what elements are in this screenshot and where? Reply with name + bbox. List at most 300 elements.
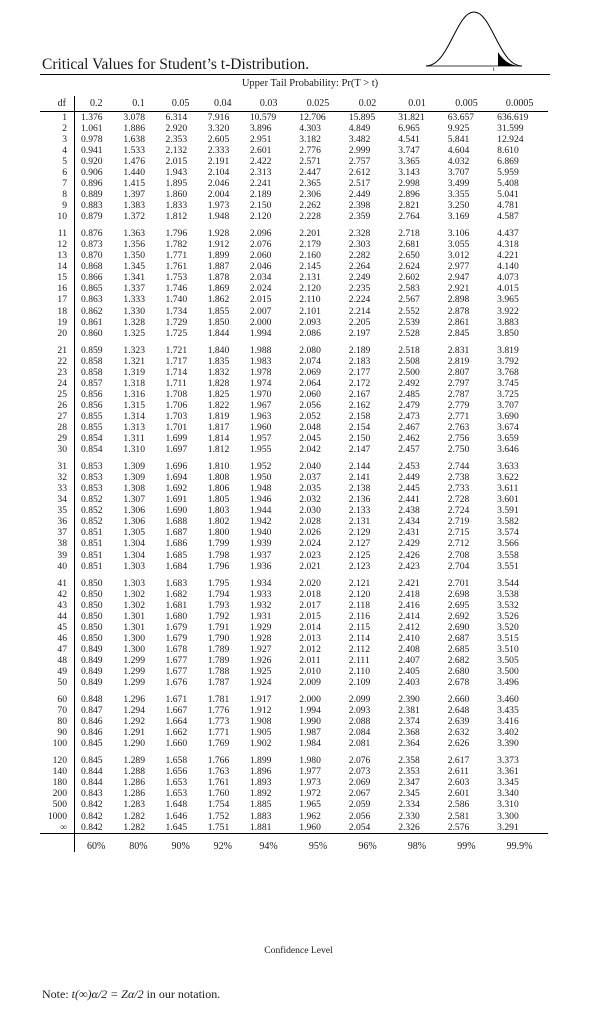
value-cell: 1.939 bbox=[249, 538, 272, 550]
value-cell: 3.896 bbox=[249, 122, 272, 134]
value-cell: 2.011 bbox=[299, 654, 321, 666]
value-cell: 2.129 bbox=[348, 527, 371, 539]
value-cell: 3.611 bbox=[497, 483, 519, 495]
footnote bbox=[42, 987, 220, 1002]
value-cell: 1.753 bbox=[165, 272, 188, 284]
value-cell: 1.817 bbox=[207, 421, 230, 433]
value-cell: 0.844 bbox=[81, 777, 103, 789]
value-cell: 1.791 bbox=[207, 621, 230, 633]
value-cell: 2.449 bbox=[398, 472, 420, 484]
value-cell: 2.632 bbox=[447, 727, 470, 739]
value-cell: 3.143 bbox=[398, 166, 420, 178]
table-body bbox=[40, 112, 548, 834]
value-cell: 2.145 bbox=[299, 261, 321, 273]
df-cell: 40 bbox=[40, 561, 75, 572]
value-cell: 1.957 bbox=[249, 433, 272, 445]
value-cell: 2.680 bbox=[447, 665, 470, 677]
value-cell: 2.612 bbox=[348, 166, 371, 178]
value-cell: 2.120 bbox=[299, 283, 321, 295]
value-cell: 0.851 bbox=[81, 560, 103, 572]
value-cell: 2.453 bbox=[398, 461, 420, 473]
value-cell: 2.059 bbox=[348, 799, 371, 811]
value-cell: 2.421 bbox=[398, 577, 420, 589]
value-cell: 2.121 bbox=[348, 577, 371, 589]
value-cell: 3.601 bbox=[497, 494, 519, 506]
value-cell: 2.426 bbox=[398, 549, 420, 561]
value-cell: 2.718 bbox=[398, 228, 420, 240]
value-cell: 0.851 bbox=[81, 538, 103, 550]
df-cell: 7 bbox=[40, 178, 75, 189]
value-cell: 1.299 bbox=[123, 665, 145, 677]
value-cell: 3.482 bbox=[348, 133, 371, 145]
value-cell: 2.088 bbox=[348, 716, 371, 728]
confidence-cell: 95% bbox=[293, 833, 342, 852]
value-cell: 1.899 bbox=[207, 250, 230, 262]
note-formula: t(∞)α/2 = Zα/2 bbox=[71, 987, 144, 1001]
value-cell: 0.850 bbox=[81, 621, 103, 633]
value-cell: 3.320 bbox=[207, 122, 230, 134]
value-cell: 1.963 bbox=[249, 410, 272, 422]
confidence-cell: 96% bbox=[343, 833, 392, 852]
value-cell: 2.518 bbox=[398, 344, 420, 356]
value-cell: 1.701 bbox=[165, 421, 188, 433]
value-cell: 4.587 bbox=[497, 211, 519, 223]
value-cell: 2.023 bbox=[299, 549, 321, 561]
df-cell: 32 bbox=[40, 472, 75, 483]
value-cell: 5.841 bbox=[447, 133, 470, 145]
value-cell: 2.131 bbox=[348, 516, 371, 528]
table-row bbox=[40, 578, 548, 589]
value-cell: 2.660 bbox=[447, 694, 470, 706]
value-cell: 2.056 bbox=[299, 399, 321, 411]
value-cell: 1.703 bbox=[165, 410, 188, 422]
value-cell: 1.300 bbox=[123, 643, 145, 655]
table-row bbox=[40, 251, 548, 262]
prob-header: 0.1 bbox=[117, 96, 159, 112]
df-cell: 90 bbox=[40, 727, 75, 738]
value-cell: 2.898 bbox=[447, 294, 470, 306]
value-cell: 3.792 bbox=[497, 355, 519, 367]
value-cell: 1.973 bbox=[299, 777, 321, 789]
table-row bbox=[40, 767, 548, 778]
df-cell: 80 bbox=[40, 716, 75, 727]
value-cell: 1.933 bbox=[249, 588, 272, 600]
value-cell: 2.418 bbox=[398, 588, 420, 600]
prob-header: 0.0005 bbox=[491, 96, 548, 112]
value-cell: 2.583 bbox=[398, 283, 420, 295]
value-cell: 2.364 bbox=[398, 738, 420, 750]
value-cell: 5.959 bbox=[497, 166, 519, 178]
value-cell: 1.812 bbox=[207, 444, 230, 456]
value-cell: 2.037 bbox=[299, 472, 321, 484]
value-cell: 2.999 bbox=[348, 144, 371, 156]
value-cell: 1.684 bbox=[165, 560, 188, 572]
value-cell: 1.294 bbox=[123, 705, 145, 717]
value-cell: 3.532 bbox=[497, 599, 519, 611]
value-cell: 1.372 bbox=[123, 211, 145, 223]
value-cell: 2.359 bbox=[348, 211, 371, 223]
value-cell: 3.055 bbox=[447, 239, 470, 251]
value-cell: 0.879 bbox=[81, 211, 103, 223]
value-cell: 9.925 bbox=[447, 122, 470, 134]
value-cell: 1.787 bbox=[207, 677, 230, 689]
value-cell: 3.745 bbox=[497, 377, 519, 389]
value-cell: 0.848 bbox=[81, 694, 103, 706]
value-cell: 0.850 bbox=[81, 610, 103, 622]
confidence-spacer bbox=[40, 833, 75, 852]
value-cell: 2.353 bbox=[165, 133, 188, 145]
value-cell: 2.162 bbox=[348, 399, 371, 411]
table-row bbox=[40, 134, 548, 145]
value-cell: 2.719 bbox=[447, 516, 470, 528]
value-cell: 2.131 bbox=[299, 272, 321, 284]
value-cell: 1.296 bbox=[123, 694, 145, 706]
value-cell: 3.725 bbox=[497, 388, 519, 400]
value-cell: 2.445 bbox=[398, 483, 420, 495]
value-cell: 3.747 bbox=[398, 144, 420, 156]
value-cell: 2.007 bbox=[249, 305, 272, 317]
table-row bbox=[40, 367, 548, 378]
table-row bbox=[40, 211, 548, 222]
value-cell: 4.073 bbox=[497, 272, 519, 284]
df-cell: 6 bbox=[40, 167, 75, 178]
value-cell: 2.048 bbox=[299, 421, 321, 433]
df-cell: 1000 bbox=[40, 811, 75, 822]
value-cell: 3.291 bbox=[497, 821, 519, 833]
value-cell: 3.300 bbox=[497, 810, 519, 822]
value-cell: 2.127 bbox=[348, 538, 371, 550]
value-cell: 3.182 bbox=[299, 133, 321, 145]
value-cell: 1.289 bbox=[123, 755, 145, 767]
value-cell: 2.821 bbox=[398, 200, 420, 212]
table-row bbox=[40, 694, 548, 705]
value-cell: 1.310 bbox=[123, 444, 145, 456]
value-cell: 2.685 bbox=[447, 643, 470, 655]
value-cell: 2.692 bbox=[447, 610, 470, 622]
df-cell: 200 bbox=[40, 789, 75, 800]
value-cell: 2.125 bbox=[348, 549, 371, 561]
value-cell: 2.738 bbox=[447, 472, 470, 484]
value-cell: 2.492 bbox=[398, 377, 420, 389]
value-cell: 4.032 bbox=[447, 155, 470, 167]
value-cell: 1.679 bbox=[165, 632, 188, 644]
value-cell: 12.706 bbox=[299, 111, 326, 123]
value-cell: 1.869 bbox=[207, 283, 230, 295]
value-cell: 2.601 bbox=[447, 788, 470, 800]
value-cell: 2.920 bbox=[165, 122, 188, 134]
value-cell: 1.314 bbox=[123, 410, 145, 422]
value-cell: 2.449 bbox=[348, 189, 371, 201]
value-cell: 3.500 bbox=[497, 665, 519, 677]
df-cell: 38 bbox=[40, 539, 75, 550]
df-cell: 2 bbox=[40, 123, 75, 134]
value-cell: 1.899 bbox=[249, 755, 272, 767]
table-row bbox=[40, 495, 548, 506]
value-cell: 2.423 bbox=[398, 560, 420, 572]
value-cell: 2.116 bbox=[348, 610, 370, 622]
value-cell: 2.358 bbox=[398, 755, 420, 767]
value-cell: 0.896 bbox=[81, 178, 103, 189]
df-cell: 1 bbox=[40, 112, 75, 124]
value-cell: 1.855 bbox=[207, 305, 230, 317]
value-cell: 2.191 bbox=[207, 155, 230, 167]
value-cell: 1.660 bbox=[165, 738, 188, 750]
value-cell: 1.308 bbox=[123, 483, 145, 495]
value-cell: 3.355 bbox=[447, 189, 470, 201]
value-cell: 1.766 bbox=[207, 755, 230, 767]
value-cell: 0.846 bbox=[81, 727, 103, 739]
value-cell: 1.782 bbox=[165, 239, 188, 251]
value-cell: 2.197 bbox=[348, 327, 371, 339]
value-cell: 2.150 bbox=[348, 433, 371, 445]
df-cell: 37 bbox=[40, 528, 75, 539]
note-suffix: in our notation. bbox=[146, 987, 221, 1001]
df-cell: 120 bbox=[40, 756, 75, 767]
value-cell: 1.796 bbox=[165, 228, 188, 240]
value-cell: 0.978 bbox=[81, 133, 103, 145]
table-row bbox=[40, 666, 548, 677]
table-row bbox=[40, 378, 548, 389]
value-cell: 2.110 bbox=[299, 294, 321, 306]
value-cell: 1.309 bbox=[123, 472, 145, 484]
value-cell: 2.690 bbox=[447, 621, 470, 633]
table-row bbox=[40, 622, 548, 633]
value-cell: 2.109 bbox=[348, 677, 371, 689]
value-cell: 1.694 bbox=[165, 472, 188, 484]
value-cell: 2.313 bbox=[249, 166, 272, 178]
value-cell: 1.685 bbox=[165, 549, 188, 561]
value-cell: 1.345 bbox=[123, 261, 145, 273]
value-cell: 1.721 bbox=[165, 344, 188, 356]
value-cell: 2.032 bbox=[299, 494, 321, 506]
page-title: Critical Values for Student’s t-Distribution. bbox=[42, 56, 310, 73]
df-cell: 100 bbox=[40, 739, 75, 750]
value-cell: 2.576 bbox=[447, 821, 470, 833]
value-cell: 3.922 bbox=[497, 305, 519, 317]
value-cell: 2.214 bbox=[348, 305, 371, 317]
value-cell: 2.807 bbox=[447, 366, 470, 378]
value-cell: 1.681 bbox=[165, 599, 188, 611]
value-cell: 2.353 bbox=[398, 766, 420, 778]
value-cell: 1.962 bbox=[299, 810, 321, 822]
value-cell: 1.683 bbox=[165, 577, 188, 589]
value-cell: 2.617 bbox=[447, 755, 470, 767]
value-cell: 3.496 bbox=[497, 677, 519, 689]
value-cell: 1.987 bbox=[299, 727, 321, 739]
value-cell: 4.849 bbox=[348, 122, 371, 134]
value-cell: 1.302 bbox=[123, 599, 145, 611]
value-cell: 2.262 bbox=[299, 200, 321, 212]
value-cell: 1.794 bbox=[207, 588, 230, 600]
value-cell: 1.708 bbox=[165, 388, 188, 400]
prob-header: 0.01 bbox=[392, 96, 441, 112]
value-cell: 3.659 bbox=[497, 433, 519, 445]
value-cell: 1.773 bbox=[207, 716, 230, 728]
value-cell: 4.303 bbox=[299, 122, 321, 134]
df-cell: 26 bbox=[40, 400, 75, 411]
table-row bbox=[40, 156, 548, 167]
value-cell: 2.508 bbox=[398, 355, 420, 367]
value-cell: 3.850 bbox=[497, 327, 519, 339]
value-cell: 2.438 bbox=[398, 505, 420, 517]
value-cell: 2.141 bbox=[348, 472, 371, 484]
value-cell: 2.099 bbox=[348, 694, 371, 706]
value-cell: 2.878 bbox=[447, 305, 470, 317]
df-cell: 140 bbox=[40, 767, 75, 778]
table-row bbox=[40, 472, 548, 483]
confidence-cell: 94% bbox=[244, 833, 293, 852]
table-row bbox=[40, 611, 548, 622]
value-cell: 1.304 bbox=[123, 538, 145, 550]
value-cell: 1.706 bbox=[165, 399, 188, 411]
value-cell: 2.715 bbox=[447, 527, 470, 539]
table-row bbox=[40, 778, 548, 789]
value-cell: 2.084 bbox=[348, 727, 371, 739]
critical-values-table bbox=[40, 96, 548, 852]
value-cell: 2.381 bbox=[398, 705, 420, 717]
value-cell: 4.015 bbox=[497, 283, 519, 295]
value-cell: 3.078 bbox=[123, 111, 145, 123]
value-cell: 3.883 bbox=[497, 316, 519, 328]
value-cell: 1.912 bbox=[207, 239, 230, 251]
value-cell: 1.341 bbox=[123, 272, 145, 284]
value-cell: 2.333 bbox=[207, 144, 230, 156]
value-cell: 2.177 bbox=[348, 366, 371, 378]
value-cell: 10.579 bbox=[249, 111, 277, 123]
value-cell: 2.757 bbox=[348, 155, 371, 167]
value-cell: 2.416 bbox=[398, 599, 420, 611]
value-cell: 3.566 bbox=[497, 538, 519, 550]
value-cell: 2.414 bbox=[398, 610, 420, 622]
value-cell: 1.808 bbox=[207, 472, 230, 484]
table-row bbox=[40, 284, 548, 295]
value-cell: 1.944 bbox=[249, 505, 272, 517]
value-cell: 0.873 bbox=[81, 239, 103, 251]
value-cell: 2.698 bbox=[447, 588, 470, 600]
value-cell: 3.365 bbox=[398, 155, 420, 167]
value-cell: 1.658 bbox=[165, 755, 188, 767]
value-cell: 2.138 bbox=[348, 483, 371, 495]
value-cell: 4.781 bbox=[497, 200, 519, 212]
value-cell: 2.398 bbox=[348, 200, 371, 212]
confidence-cell: 80% bbox=[117, 833, 159, 852]
value-cell: 3.591 bbox=[497, 505, 519, 517]
df-cell: 44 bbox=[40, 611, 75, 622]
value-cell: 4.318 bbox=[497, 239, 519, 251]
value-cell: 1.283 bbox=[123, 799, 145, 811]
value-cell: 1.319 bbox=[123, 366, 145, 378]
value-cell: 1.800 bbox=[207, 527, 230, 539]
value-cell: 0.860 bbox=[81, 327, 103, 339]
value-cell: 1.303 bbox=[123, 577, 145, 589]
value-cell: 1.646 bbox=[165, 810, 188, 822]
value-cell: 1.682 bbox=[165, 588, 188, 600]
value-cell: 1.806 bbox=[207, 483, 230, 495]
value-cell: 3.819 bbox=[497, 344, 519, 356]
value-cell: 2.015 bbox=[299, 610, 321, 622]
upper-tail-label: Upper Tail Probability: Pr(T > t) bbox=[241, 78, 379, 89]
confidence-cell: 99% bbox=[442, 833, 491, 852]
df-cell: 11 bbox=[40, 228, 75, 239]
value-cell: 1.983 bbox=[249, 355, 272, 367]
value-cell: 2.241 bbox=[249, 178, 272, 189]
value-cell: 1.928 bbox=[207, 228, 230, 240]
value-cell: 3.622 bbox=[497, 472, 519, 484]
value-cell: 2.024 bbox=[299, 538, 321, 550]
value-cell: 3.690 bbox=[497, 410, 519, 422]
value-cell: 1.771 bbox=[207, 727, 230, 739]
value-cell: 2.845 bbox=[447, 327, 470, 339]
value-cell: 1.313 bbox=[123, 421, 145, 433]
value-cell: 1.678 bbox=[165, 643, 188, 655]
value-cell: 2.405 bbox=[398, 665, 420, 677]
df-cell: 48 bbox=[40, 655, 75, 666]
value-cell: 1.363 bbox=[123, 228, 145, 240]
value-cell: 0.844 bbox=[81, 766, 103, 778]
table-row bbox=[40, 145, 548, 156]
value-cell: 3.707 bbox=[497, 399, 519, 411]
prob-header: 0.005 bbox=[442, 96, 491, 112]
value-cell: 1.761 bbox=[207, 777, 230, 789]
value-cell: 1.315 bbox=[123, 399, 145, 411]
value-cell: 2.056 bbox=[348, 810, 371, 822]
value-cell: 1.822 bbox=[207, 399, 230, 411]
df-cell: 21 bbox=[40, 345, 75, 356]
value-cell: 636.619 bbox=[497, 111, 529, 123]
value-cell: 1.676 bbox=[165, 677, 188, 689]
value-cell: 2.407 bbox=[398, 654, 420, 666]
value-cell: 1.978 bbox=[249, 366, 272, 378]
value-cell: 0.845 bbox=[81, 755, 103, 767]
value-cell: 2.624 bbox=[398, 261, 420, 273]
value-cell: 1.792 bbox=[207, 610, 230, 622]
value-cell: 1.860 bbox=[165, 189, 188, 201]
value-cell: 2.977 bbox=[447, 261, 470, 273]
value-cell: 2.648 bbox=[447, 705, 470, 717]
prob-header: 0.05 bbox=[160, 96, 202, 112]
value-cell: 2.776 bbox=[299, 144, 321, 156]
value-cell: 1.638 bbox=[123, 133, 145, 145]
value-cell: 1.325 bbox=[123, 327, 145, 339]
value-cell: 2.701 bbox=[447, 577, 470, 589]
value-cell: 1.323 bbox=[123, 344, 145, 356]
table-row bbox=[40, 411, 548, 422]
value-cell: 2.567 bbox=[398, 294, 420, 306]
df-cell: 22 bbox=[40, 356, 75, 367]
value-cell: 2.167 bbox=[348, 388, 371, 400]
value-cell: 2.447 bbox=[299, 166, 321, 178]
value-cell: 0.850 bbox=[81, 599, 103, 611]
value-cell: 1.902 bbox=[249, 738, 272, 750]
value-cell: 2.728 bbox=[447, 494, 470, 506]
df-cell: 70 bbox=[40, 705, 75, 716]
value-cell: 0.852 bbox=[81, 516, 103, 528]
value-cell: 1.789 bbox=[207, 643, 230, 655]
value-cell: 2.467 bbox=[398, 421, 420, 433]
value-cell: 2.060 bbox=[299, 388, 321, 400]
value-cell: 2.123 bbox=[348, 560, 371, 572]
value-cell: 2.012 bbox=[299, 643, 321, 655]
value-cell: 3.250 bbox=[447, 200, 470, 212]
value-cell: 2.704 bbox=[447, 560, 470, 572]
value-cell: 1.699 bbox=[165, 433, 188, 445]
value-cell: 2.479 bbox=[398, 399, 420, 411]
table-row bbox=[40, 561, 548, 572]
table-row bbox=[40, 528, 548, 539]
value-cell: 1.934 bbox=[249, 577, 272, 589]
value-cell: 0.868 bbox=[81, 261, 103, 273]
value-cell: 3.460 bbox=[497, 694, 519, 706]
